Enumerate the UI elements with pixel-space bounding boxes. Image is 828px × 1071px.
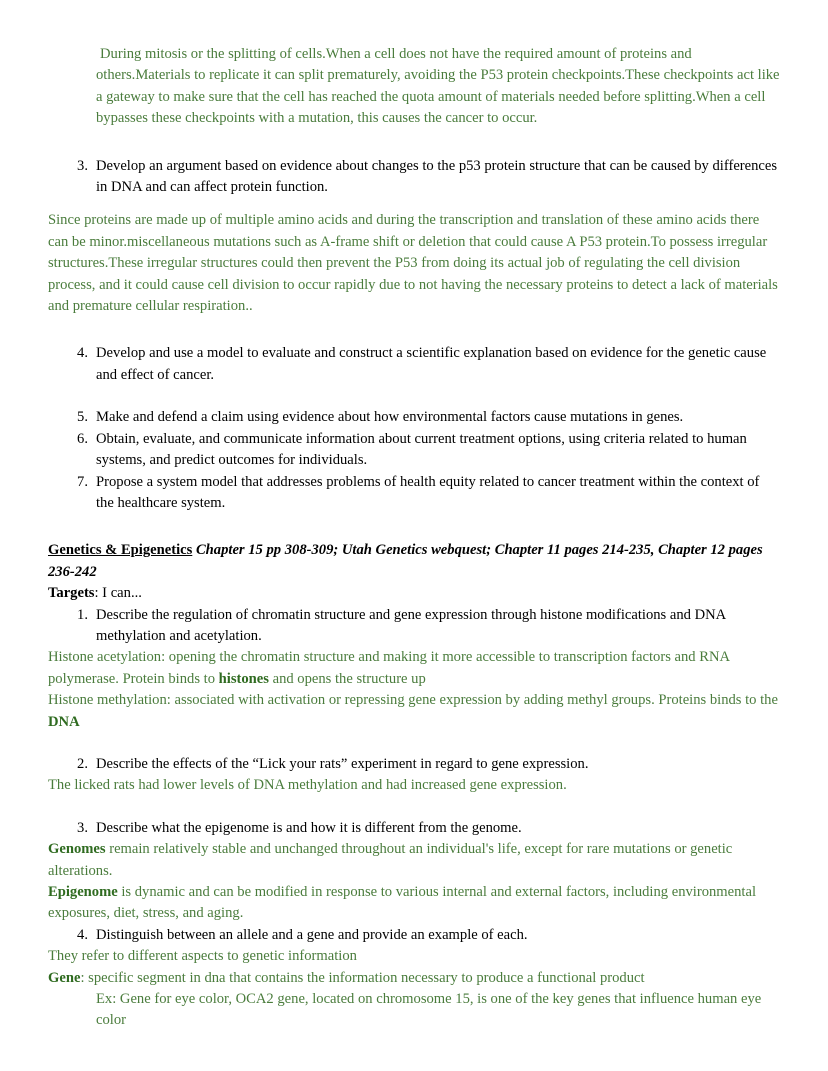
list-item-text: Develop an argument based on evidence about changes to the p53 protein structure that can be caused by differences in DNA and can affect protein function. (96, 157, 778, 196)
list-item (48, 472, 780, 515)
list-item-number: 2. (77, 755, 88, 772)
histones-bold-term: histones (218, 670, 269, 687)
gene-definition-text: : specific segment in dna that contains the information necessary to produce a functional product (80, 969, 645, 986)
list-item-number: 4. (77, 926, 88, 943)
spacer (48, 514, 780, 540)
epigenome-answer-text: is dynamic and can be modified in response to various internal and external factors, including environmental exposures, diet, stress, and aging. (48, 884, 757, 922)
spacer (48, 317, 780, 343)
genomes-bold-term: Genomes (48, 841, 106, 858)
spacer (48, 386, 780, 407)
list-item (48, 343, 780, 386)
lick-rats-answer-paragraph: The licked rats had lower levels of DNA methylation and had increased gene expression. (48, 777, 567, 794)
genomes-answer-paragraph (48, 839, 780, 882)
cancer-targets-list-item-4 (48, 343, 780, 386)
list-item-text: Describe the regulation of chromatin structure and gene expression through histone modifications and DNA methylation and acetylation. (96, 606, 726, 644)
list-item (48, 429, 780, 472)
list-item-text: Describe the effects of the “Lick your rats” experiment in regard to gene expression. (96, 755, 589, 772)
list-item-number: 6. (77, 430, 88, 447)
gene-definition-line (48, 968, 780, 989)
epigenome-answer-paragraph (48, 882, 780, 925)
histone-acetylation-text: Histone acetylation: opening the chromatin structure and making it more accessible to transcription factors and RNA polymerase. Protein binds to (48, 649, 730, 687)
genetics-heading-title: Genetics & Epigenetics (48, 542, 193, 559)
targets-label-line (48, 583, 780, 604)
list-item-number: 1. (77, 606, 88, 623)
spacer (48, 198, 780, 210)
list-item-text: Describe what the epigenome is and how it is different from the genome. (96, 819, 522, 836)
list-item (48, 605, 780, 648)
list-item (48, 925, 780, 946)
list-item (48, 818, 780, 839)
list-item-number: 7. (77, 473, 88, 490)
gene-example-line: Ex: Gene for eye color, OCA2 gene, located on chromosome 15, is one of the key genes that influence human eye color (96, 991, 762, 1029)
list-item (48, 407, 780, 428)
spacer (48, 733, 780, 754)
targets-label-suffix: : I can... (94, 585, 142, 602)
genetics-list-item-1 (48, 605, 780, 648)
list-item-text: Propose a system model that addresses problems of health equity related to cancer treatment within the context of the healthcare system. (96, 473, 760, 511)
histone-methylation-text: Histone methylation: associated with activation or repressing gene expression by adding methyl groups. Proteins binds to the (48, 692, 778, 709)
list-item-text: Distinguish between an allele and a gene and provide an example of each. (96, 926, 528, 943)
allele-gene-intro-line: They refer to different aspects to genetic information (48, 948, 357, 965)
list-item (48, 156, 780, 199)
targets-label: Targets (48, 585, 95, 602)
genetics-section-heading (48, 540, 780, 583)
genetics-list-item-4 (48, 925, 780, 946)
genetics-heading-citation: Chapter 15 pp 308-309; Utah Genetics webquest; Chapter 11 pages 214-235, Chapter 12 pages 236-242 (48, 542, 763, 580)
list-item-number: 5. (77, 409, 88, 426)
list-item-number: 4. (77, 345, 88, 362)
spacer (48, 797, 780, 818)
dna-bold-term: DNA (48, 713, 80, 730)
list-item-number: 3. (77, 819, 88, 836)
p53-answer-paragraph: Since proteins are made up of multiple amino acids and during the transcription and translation of these amino acids there can be minor.miscellaneous mutations such as A-frame shift or deletion that could cause A P53 protein.To possess irregular structures.These irregular structures could then prevent the P53 from doing its actual job of regulating the cell division process, and it could cause cell division to occur rapidly due to not having the necessary proteins to detect a lack of materials and premature cellular respiration.. (48, 212, 778, 315)
spacer (48, 130, 780, 156)
histone-answer-paragraph (48, 647, 780, 690)
list-item-number: 3. (77, 157, 88, 174)
list-item-text: Make and defend a claim using evidence about how environmental factors cause mutations in genes. (96, 409, 684, 426)
document-content (48, 44, 780, 1032)
cancer-targets-list-items-5-7 (48, 407, 780, 514)
genomes-answer-text: remain relatively stable and unchanged throughout an individual's life, except for rare mutations or genetic alterations. (48, 841, 733, 879)
genetics-list-item-3 (48, 818, 780, 839)
epigenome-bold-term: Epigenome (48, 884, 118, 900)
histone-acetylation-text-end: and opens the structure up (268, 670, 426, 687)
gene-bold-term: Gene (48, 969, 81, 986)
histone-methylation-paragraph (48, 690, 780, 733)
cancer-targets-list-item-3 (48, 156, 780, 199)
intro-answer-paragraph: During mitosis or the splitting of cells.When a cell does not have the required amount of proteins and others.Materials to replicate it can split prematurely, avoiding the P53 protein checkpoints.These checkpoints act like a gateway to make sure that the cell has reached the quota amount of materials needed before splitting.When a cell bypasses these checkpoints with a mutation, this causes the cancer to occur. (96, 46, 780, 127)
genetics-list-item-2 (48, 754, 780, 775)
list-item-text: Obtain, evaluate, and communicate information about current treatment options, using criteria related to human systems, and predict outcomes for individuals. (96, 430, 747, 469)
list-item-text: Develop and use a model to evaluate and construct a scientific explanation based on evidence for the genetic cause and effect of cancer. (96, 345, 767, 383)
list-item (48, 754, 780, 775)
